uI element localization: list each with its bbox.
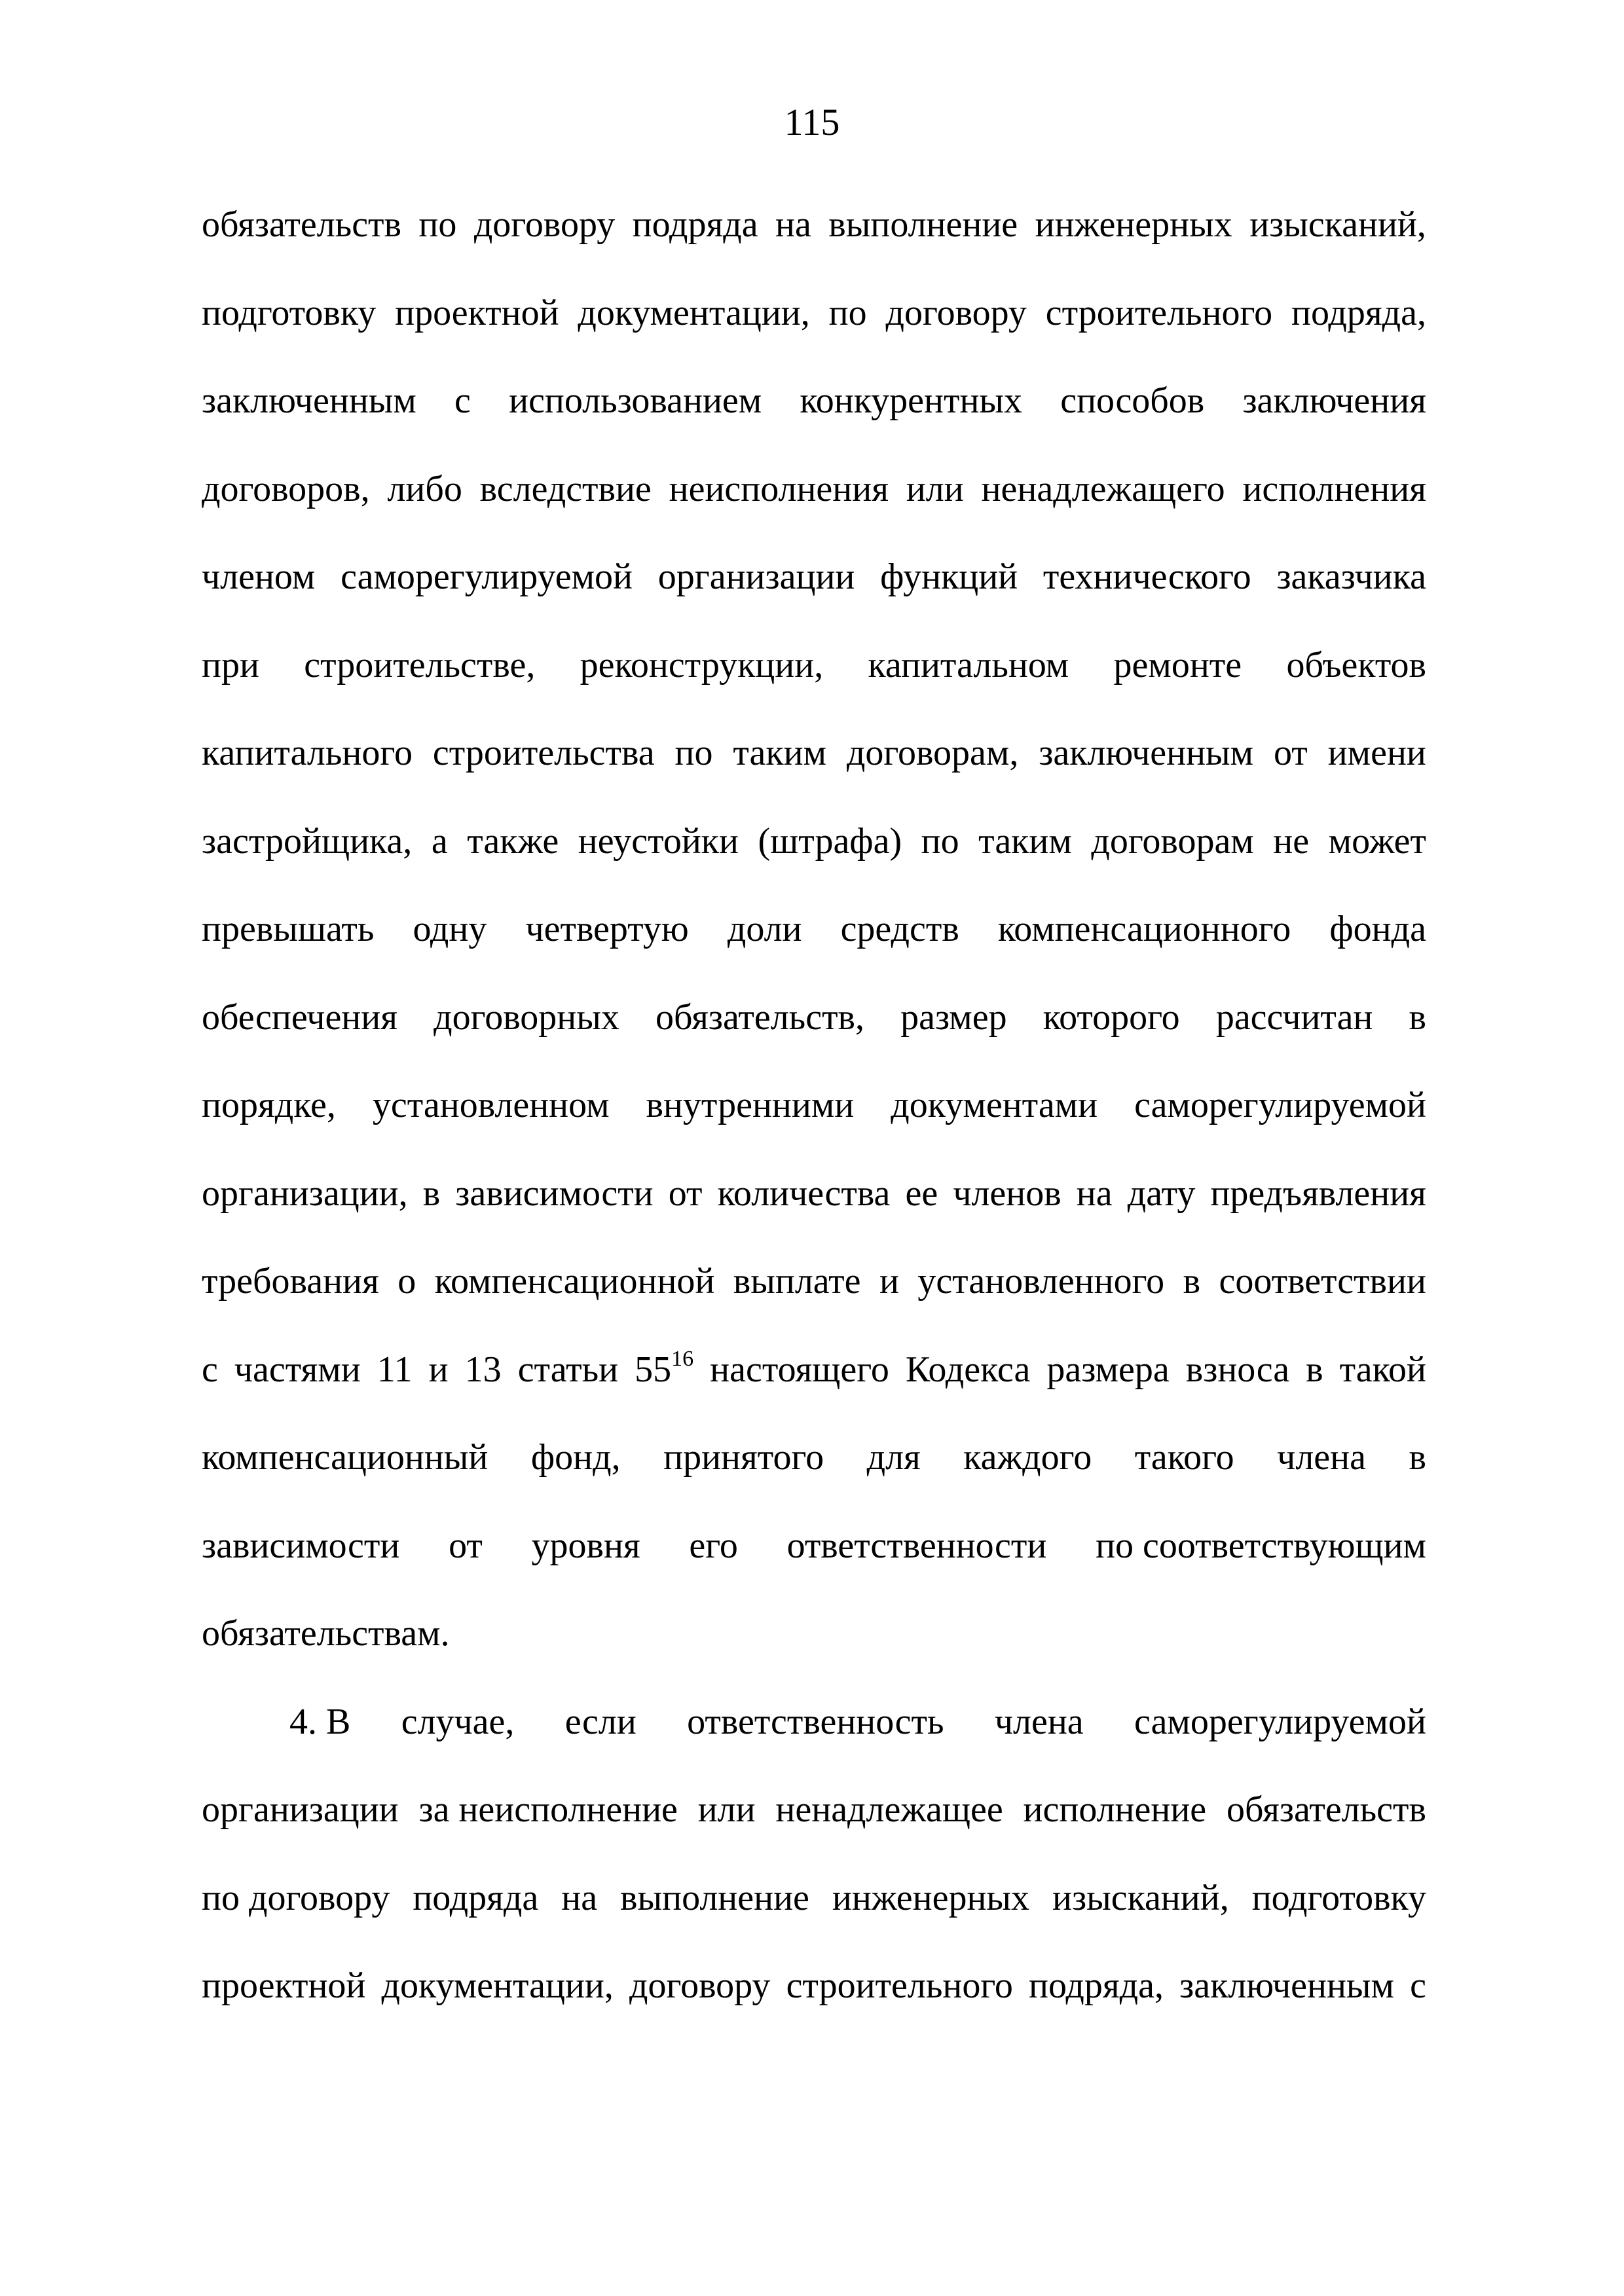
word: каждого [963, 1437, 1092, 1478]
word: частями [234, 1349, 361, 1390]
word: инженерных [1035, 204, 1232, 245]
word: члена [1277, 1437, 1366, 1478]
word: подряда, [1291, 292, 1426, 333]
word: ответственность [687, 1701, 944, 1742]
article-number [635, 1346, 693, 1393]
word: технического [1043, 556, 1251, 597]
word: заключения [1242, 380, 1426, 421]
text-line-article-reference [202, 1346, 1426, 1434]
word: компенсационный [202, 1437, 489, 1478]
word: за неисполнение [418, 1789, 678, 1830]
word: по [828, 292, 867, 333]
word: членов [953, 1173, 1061, 1214]
word: соответствии [1219, 1261, 1426, 1302]
word: заказчика [1276, 556, 1426, 597]
word: 4. В [289, 1701, 351, 1742]
word: таким [733, 733, 826, 773]
word: саморегулируемой [1134, 1085, 1426, 1125]
word: члена [994, 1701, 1084, 1742]
word: функций [880, 556, 1018, 597]
text-line-last [202, 1610, 1426, 1698]
word: обязательств [202, 204, 401, 245]
text-line [202, 1962, 1426, 2050]
text-line [202, 1698, 1426, 1787]
word: заключенным [202, 380, 416, 421]
text-line [202, 1082, 1426, 1170]
word: зависимости [202, 1525, 400, 1566]
word: а [431, 820, 448, 862]
page-number: 115 [784, 101, 840, 143]
word: строительного [786, 1965, 1013, 2006]
word: документации, [381, 1965, 614, 2006]
word: инженерных [832, 1877, 1030, 1918]
word: организации, [202, 1173, 408, 1214]
text-line [202, 1874, 1426, 1963]
word: ненадлежащее [775, 1789, 1003, 1830]
word: компенсационного [997, 909, 1291, 949]
word: застройщика, [202, 820, 413, 862]
word: в [1306, 1349, 1323, 1390]
word: объектов [1286, 644, 1426, 685]
word: выплате [733, 1261, 861, 1302]
word: размера [1046, 1349, 1170, 1390]
word: и [428, 1349, 449, 1390]
word: порядке, [202, 1085, 336, 1125]
word: уровня [531, 1525, 640, 1566]
word: выполнение [620, 1877, 809, 1918]
word: договору [885, 292, 1027, 333]
word: с [1410, 1965, 1426, 2006]
word: договору [629, 1965, 771, 2006]
paragraph-1-continued [202, 1434, 1426, 1610]
word: исполнение [1023, 1789, 1207, 1830]
word: использованием [509, 380, 762, 421]
word: предъявления [1210, 1173, 1426, 1214]
word: установленного [917, 1261, 1165, 1302]
word: ремонте [1113, 644, 1242, 685]
text-line [202, 1258, 1426, 1346]
word: фонд, [530, 1437, 621, 1478]
word: настоящего [710, 1349, 889, 1390]
word: внутренними [646, 1085, 855, 1125]
word: конкурентных [800, 380, 1023, 421]
text-line [202, 818, 1426, 906]
word: капитального [202, 733, 413, 773]
word: от [1274, 733, 1308, 773]
word: обязательствам. [202, 1613, 450, 1654]
word: на [775, 204, 811, 245]
word: способов [1060, 380, 1205, 421]
word: в [1183, 1261, 1201, 1302]
word: неисполнения [669, 468, 889, 509]
word: по договору [202, 1877, 390, 1918]
word: ответственности [786, 1525, 1047, 1566]
word: размер [900, 996, 1007, 1038]
text-line [202, 642, 1426, 730]
word: дату [1127, 1173, 1196, 1214]
word: строительства [432, 733, 655, 773]
word: может [1328, 820, 1426, 862]
word: договоров, [202, 468, 370, 509]
word: организации [657, 556, 855, 597]
word: или [697, 1789, 756, 1830]
word: такой [1339, 1349, 1426, 1390]
word: или [906, 468, 964, 509]
word: четвертую [525, 909, 689, 949]
text-line [202, 1522, 1426, 1611]
word: взноса [1185, 1349, 1290, 1390]
word: саморегулируемой [1134, 1701, 1426, 1742]
word: вследствие [479, 468, 652, 509]
word: принятого [663, 1437, 824, 1478]
word: не [1273, 820, 1310, 862]
word: количества [717, 1173, 891, 1214]
word: по [418, 204, 457, 245]
word: средств [840, 909, 959, 949]
word: реконструкции, [580, 644, 824, 685]
word: подряда [413, 1877, 539, 1918]
word: договорам, [846, 733, 1019, 773]
word: изысканий, [1052, 1877, 1229, 1918]
word: превышать [202, 909, 375, 949]
word: имени [1327, 733, 1426, 773]
word: обязательств, [655, 996, 864, 1038]
word: договорных [434, 996, 619, 1038]
word: обеспечения [202, 996, 398, 1038]
word: по соответствующим [1096, 1525, 1426, 1566]
word: которого [1043, 996, 1180, 1038]
word: такого [1134, 1437, 1234, 1478]
word: проектной [395, 292, 559, 333]
word: в [422, 1173, 441, 1214]
word: фонда [1329, 909, 1426, 949]
word: Кодекса [905, 1349, 1031, 1390]
text-line [202, 1170, 1426, 1258]
word: обязательств [1226, 1789, 1426, 1830]
word: от [668, 1173, 703, 1214]
word: документами [891, 1085, 1098, 1125]
word: для [866, 1437, 921, 1478]
word: ненадлежащего [981, 468, 1225, 509]
word: строительного [1045, 292, 1273, 333]
word: документации, [578, 292, 810, 333]
word: проектной [202, 1965, 366, 2006]
text-line [202, 289, 1426, 378]
word: о [397, 1261, 416, 1302]
word: капитальном [868, 644, 1069, 685]
word: изысканий, [1249, 204, 1426, 245]
word: в [1409, 1437, 1426, 1478]
word: таким [978, 820, 1072, 862]
word: заключенным [1179, 1965, 1394, 2006]
word: также [467, 820, 559, 862]
word: рассчитан [1215, 996, 1373, 1038]
paragraph-2 [202, 1698, 1426, 2050]
paragraph-1 [202, 201, 1426, 1346]
word: требования [202, 1261, 379, 1302]
word: компенсационной [434, 1261, 715, 1302]
word: либо [387, 468, 462, 509]
word: членом [202, 556, 316, 597]
word: его [689, 1525, 738, 1566]
word: в [1409, 996, 1426, 1038]
word: зависимости [455, 1173, 654, 1214]
text-line [202, 994, 1426, 1082]
word: и [879, 1261, 899, 1302]
word: 11 [377, 1349, 413, 1390]
word: если [564, 1701, 637, 1742]
word: от [449, 1525, 483, 1566]
word: выполнение [828, 204, 1018, 245]
word: договору [473, 204, 616, 245]
word: установленном [372, 1085, 610, 1125]
word: при [202, 644, 259, 685]
word: (штрафа) [758, 820, 902, 862]
word: неустойки [578, 820, 739, 862]
word: подряда, [1029, 1965, 1164, 2006]
word: строительстве, [304, 644, 536, 685]
text-line [202, 201, 1426, 289]
article-base: 55 [635, 1349, 672, 1390]
body-text [202, 201, 1426, 2050]
word: 13 [464, 1349, 502, 1390]
word: с [454, 380, 471, 421]
article-superscript: 16 [671, 1346, 694, 1371]
text-line [202, 729, 1426, 818]
word: организации [202, 1789, 399, 1830]
text-line [202, 1434, 1426, 1522]
word: ее [905, 1173, 938, 1214]
word: одну [413, 909, 487, 949]
text-line [202, 905, 1426, 994]
word: доли [727, 909, 802, 949]
word: подготовку [202, 292, 377, 333]
word: на [1076, 1173, 1113, 1214]
word: на [561, 1877, 598, 1918]
word: исполнения [1242, 468, 1426, 509]
word: случае, [401, 1701, 515, 1742]
word: с [202, 1349, 218, 1390]
word: по [674, 733, 713, 773]
text-line [202, 553, 1426, 642]
word: статьи [517, 1349, 619, 1390]
word: договорам [1091, 820, 1254, 862]
word: саморегулируемой [341, 556, 633, 597]
word: по [921, 820, 959, 862]
word: подряда [632, 204, 758, 245]
text-line [202, 377, 1426, 465]
text-line [202, 465, 1426, 554]
text-line [202, 1786, 1426, 1874]
word: заключенным [1039, 733, 1254, 773]
word: подготовку [1251, 1877, 1426, 1918]
